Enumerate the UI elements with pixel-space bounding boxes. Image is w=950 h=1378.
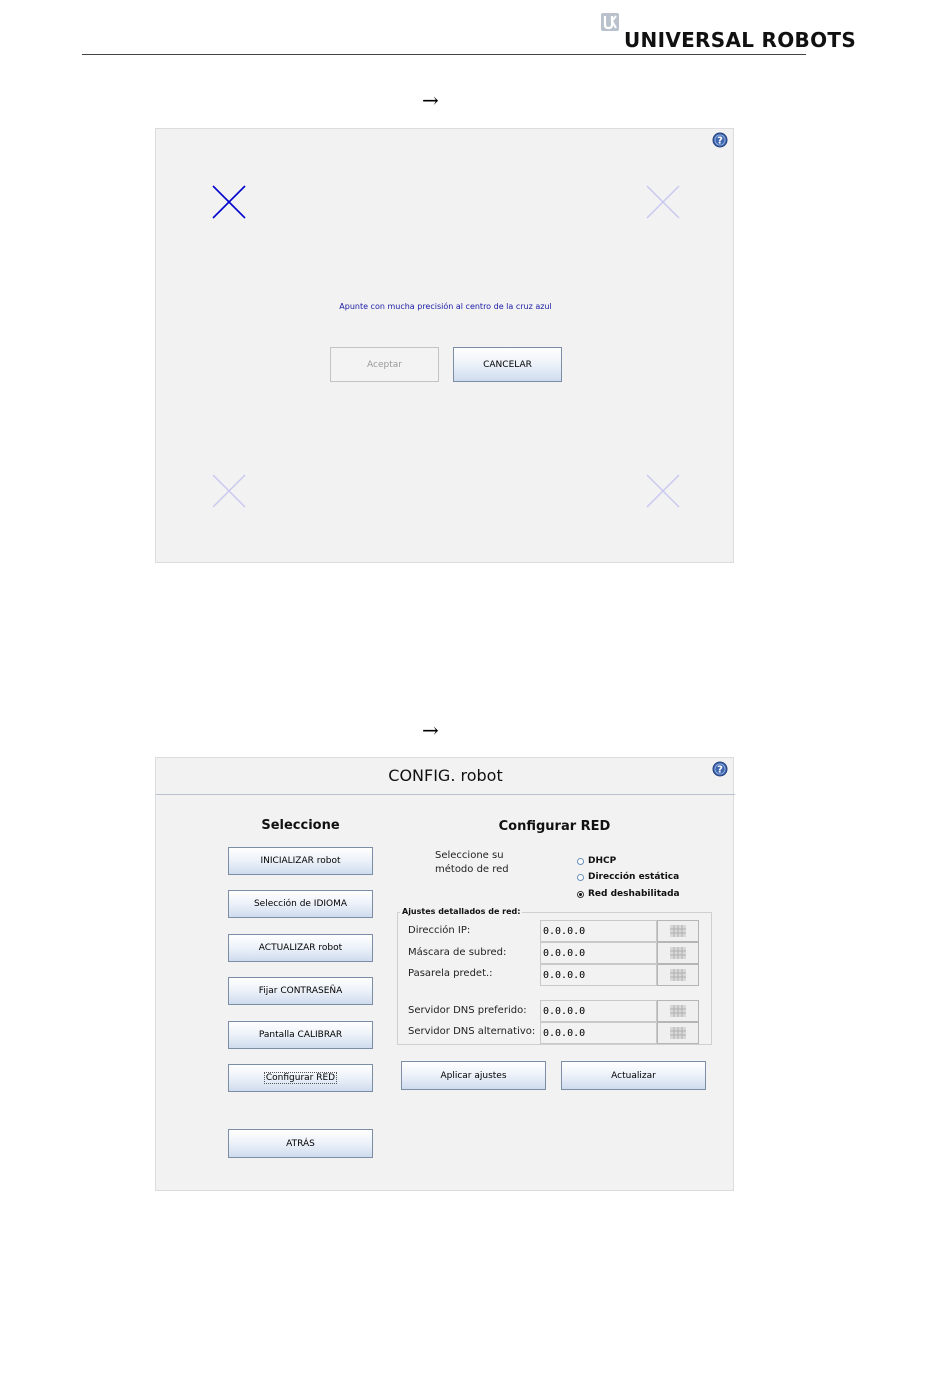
setup-screen — [155, 757, 734, 1191]
radio-label: Dirección estática — [588, 872, 680, 882]
keypad-icon — [670, 1027, 686, 1039]
calibration-target-top-right — [646, 185, 680, 219]
apply-settings-button[interactable]: Aplicar ajustes — [401, 1061, 546, 1090]
header-divider — [82, 54, 806, 55]
menu-item-initialize[interactable]: INICIALIZAR robot — [228, 847, 373, 875]
svg-text:?: ? — [717, 764, 723, 776]
ur-logo-icon — [600, 12, 620, 32]
ip-label: Dirección IP: — [408, 925, 471, 936]
subnet-label: Máscara de subred: — [408, 947, 507, 958]
calibration-target-bottom-left — [212, 474, 246, 508]
dns-preferred-field[interactable] — [540, 1000, 657, 1022]
calibration-target-bottom-right — [646, 474, 680, 508]
menu-item-label: Configurar RED — [265, 1073, 336, 1083]
keypad-icon — [670, 947, 686, 959]
gateway-label: Pasarela predet.: — [408, 968, 493, 979]
radio-button[interactable] — [577, 874, 584, 881]
calibration-target-top-left — [212, 185, 246, 219]
brand-name: UNIVERSAL ROBOTS — [624, 28, 857, 52]
refresh-button[interactable]: Actualizar — [561, 1061, 706, 1090]
method-prompt: método de red — [435, 864, 509, 875]
page-title: CONFIG. robot — [388, 766, 503, 785]
accept-button[interactable]: Aceptar — [330, 347, 439, 382]
radio-dhcp[interactable] — [577, 856, 616, 866]
keypad-button[interactable] — [657, 964, 699, 986]
title-divider — [156, 794, 735, 795]
radio-button[interactable] — [577, 891, 584, 898]
back-button[interactable]: ATRÁS — [228, 1129, 373, 1158]
method-prompt: Seleccione su — [435, 850, 504, 861]
menu-item-network[interactable] — [228, 1064, 373, 1092]
arrow-glyph: → — [422, 88, 439, 112]
radio-label: DHCP — [588, 856, 617, 866]
dns-alternate-field[interactable] — [540, 1022, 657, 1044]
menu-item-update[interactable]: ACTUALIZAR robot — [228, 934, 373, 962]
arrow-glyph: → — [422, 718, 439, 742]
help-icon[interactable] — [712, 761, 728, 777]
radio-disabled[interactable] — [577, 889, 680, 899]
menu-item-language[interactable]: Selección de IDIOMA — [228, 890, 373, 918]
radio-button[interactable] — [577, 858, 584, 865]
keypad-button[interactable] — [657, 942, 699, 964]
keypad-icon — [670, 1005, 686, 1017]
network-heading: Configurar RED — [498, 819, 611, 834]
keypad-button[interactable] — [657, 1000, 699, 1022]
menu-heading: Seleccione — [261, 818, 340, 833]
svg-text:?: ? — [717, 135, 723, 147]
help-icon[interactable] — [712, 132, 728, 148]
subnet-field[interactable] — [540, 942, 657, 964]
keypad-button[interactable] — [657, 1022, 699, 1044]
keypad-icon — [670, 925, 686, 937]
dns-alternate-label: Servidor DNS alternativo: — [408, 1026, 536, 1037]
radio-label: Red deshabilitada — [588, 889, 680, 899]
dns-preferred-label: Servidor DNS preferido: — [408, 1005, 527, 1016]
menu-item-password[interactable]: Fijar CONTRASEÑA — [228, 977, 373, 1005]
network-details-legend: Ajustes detallados de red: — [402, 907, 521, 916]
radio-static[interactable] — [577, 872, 679, 882]
keypad-icon — [670, 969, 686, 981]
calibration-screen — [155, 128, 734, 563]
gateway-field[interactable] — [540, 964, 657, 986]
keypad-button[interactable] — [657, 920, 699, 942]
cancel-button[interactable]: CANCELAR — [453, 347, 562, 382]
menu-item-calibrate[interactable]: Pantalla CALIBRAR — [228, 1021, 373, 1049]
ip-field[interactable] — [540, 920, 657, 942]
calibration-instruction: Apunte con mucha precisión al centro de la cruz azul — [339, 302, 552, 311]
